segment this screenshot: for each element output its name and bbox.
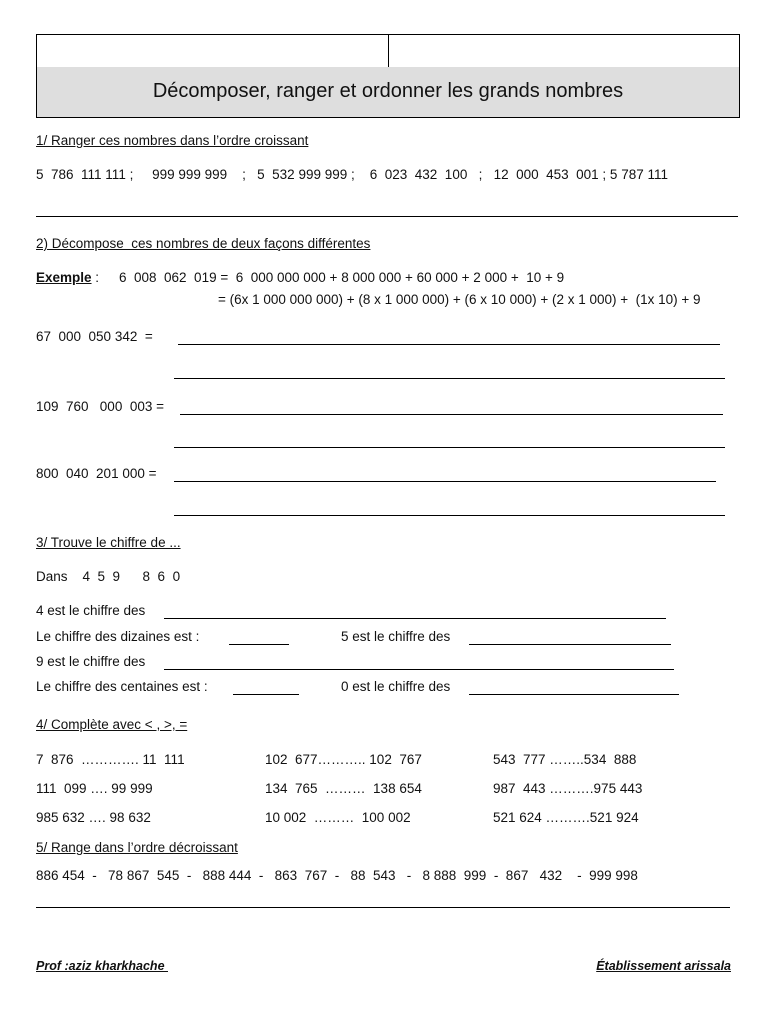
section-5-heading: 5/ Range dans l’ordre décroissant xyxy=(36,840,238,855)
dans-number: Dans 4 5 9 8 6 0 xyxy=(36,569,181,584)
compare-item[interactable]: 134 765 ……… 138 654 xyxy=(265,781,422,796)
decompose-number-1: 67 000 050 342 = xyxy=(36,329,153,344)
answer-line-2a[interactable] xyxy=(178,344,720,345)
compare-item[interactable]: 985 632 …. 98 632 xyxy=(36,810,151,825)
section-5-numbers: 886 454 - 78 867 545 - 888 444 - 863 767 - 88 543 - 8 888 999 - 867 432 - 999 998 xyxy=(36,868,638,883)
footer-school: Établissement arissala xyxy=(596,959,731,973)
compare-item[interactable]: 521 624 ……….521 924 xyxy=(493,810,639,825)
header-blank-row xyxy=(37,35,739,68)
answer-line-q3[interactable] xyxy=(469,644,671,645)
question-0-chiffre: 0 est le chiffre des xyxy=(341,679,451,694)
example-row xyxy=(36,271,99,285)
section-1-numbers: 5 786 111 111 ; 999 999 999 ; 5 532 999 999 ; 6 023 432 100 ; 12 000 453 001 ; 5 787 111 xyxy=(36,167,668,182)
answer-line-4a[interactable] xyxy=(174,481,716,482)
decompose-number-3: 800 040 201 000 = xyxy=(36,466,157,481)
compare-item[interactable]: 102 677……….. 102 767 xyxy=(265,752,422,767)
answer-line-4b[interactable] xyxy=(174,515,725,516)
answer-line-5[interactable] xyxy=(36,907,730,908)
section-3-heading: 3/ Trouve le chiffre de ... xyxy=(36,535,181,550)
compare-item[interactable]: 10 002 ……… 100 002 xyxy=(265,810,411,825)
page-title: Décomposer, ranger et ordonner les grands nombres xyxy=(152,80,624,102)
example-colon: : xyxy=(91,270,100,285)
answer-line-q2[interactable] xyxy=(229,644,289,645)
header-box xyxy=(36,34,740,118)
compare-item[interactable]: 987 443 ……….975 443 xyxy=(493,781,643,796)
section-4-heading: 4/ Complète avec < , >, = xyxy=(36,717,188,732)
compare-item[interactable]: 111 099 …. 99 999 xyxy=(36,781,153,796)
answer-line-1[interactable] xyxy=(36,216,738,217)
example-line-1: 6 008 062 019 = 6 000 000 000 + 8 000 000 + 60 000 + 2 000 + 10 + 9 xyxy=(119,270,565,285)
section-2-heading: 2) Décompose ces nombres de deux façons différentes xyxy=(36,236,371,251)
answer-line-3a[interactable] xyxy=(180,414,723,415)
answer-line-q5[interactable] xyxy=(233,694,299,695)
compare-item[interactable]: 543 777 ……..534 888 xyxy=(493,752,637,767)
question-5-chiffre: 5 est le chiffre des xyxy=(341,629,451,644)
question-9-chiffre: 9 est le chiffre des xyxy=(36,654,146,669)
example-line-2: = (6x 1 000 000 000) + (8 x 1 000 000) + (6 x 10 000) + (2 x 1 000) + (1x 10) + 9 xyxy=(218,292,701,307)
section-1-heading: 1/ Ranger ces nombres dans l’ordre croissant xyxy=(36,133,309,148)
answer-line-2b[interactable] xyxy=(174,378,725,379)
footer-teacher: Prof :aziz kharkhache xyxy=(36,959,168,973)
example-label: Exemple xyxy=(36,270,92,285)
question-centaines: Le chiffre des centaines est : xyxy=(36,679,208,694)
answer-line-q4[interactable] xyxy=(164,669,674,670)
decompose-number-2: 109 760 000 003 = xyxy=(36,399,164,414)
compare-item[interactable]: 7 876 …………. 11 111 xyxy=(36,752,185,767)
answer-line-3b[interactable] xyxy=(174,447,725,448)
answer-line-q1[interactable] xyxy=(164,618,666,619)
question-dizaines: Le chiffre des dizaines est : xyxy=(36,629,200,644)
question-4-chiffre: 4 est le chiffre des xyxy=(36,603,146,618)
answer-line-q6[interactable] xyxy=(469,694,679,695)
header-cell-divider xyxy=(388,35,389,67)
